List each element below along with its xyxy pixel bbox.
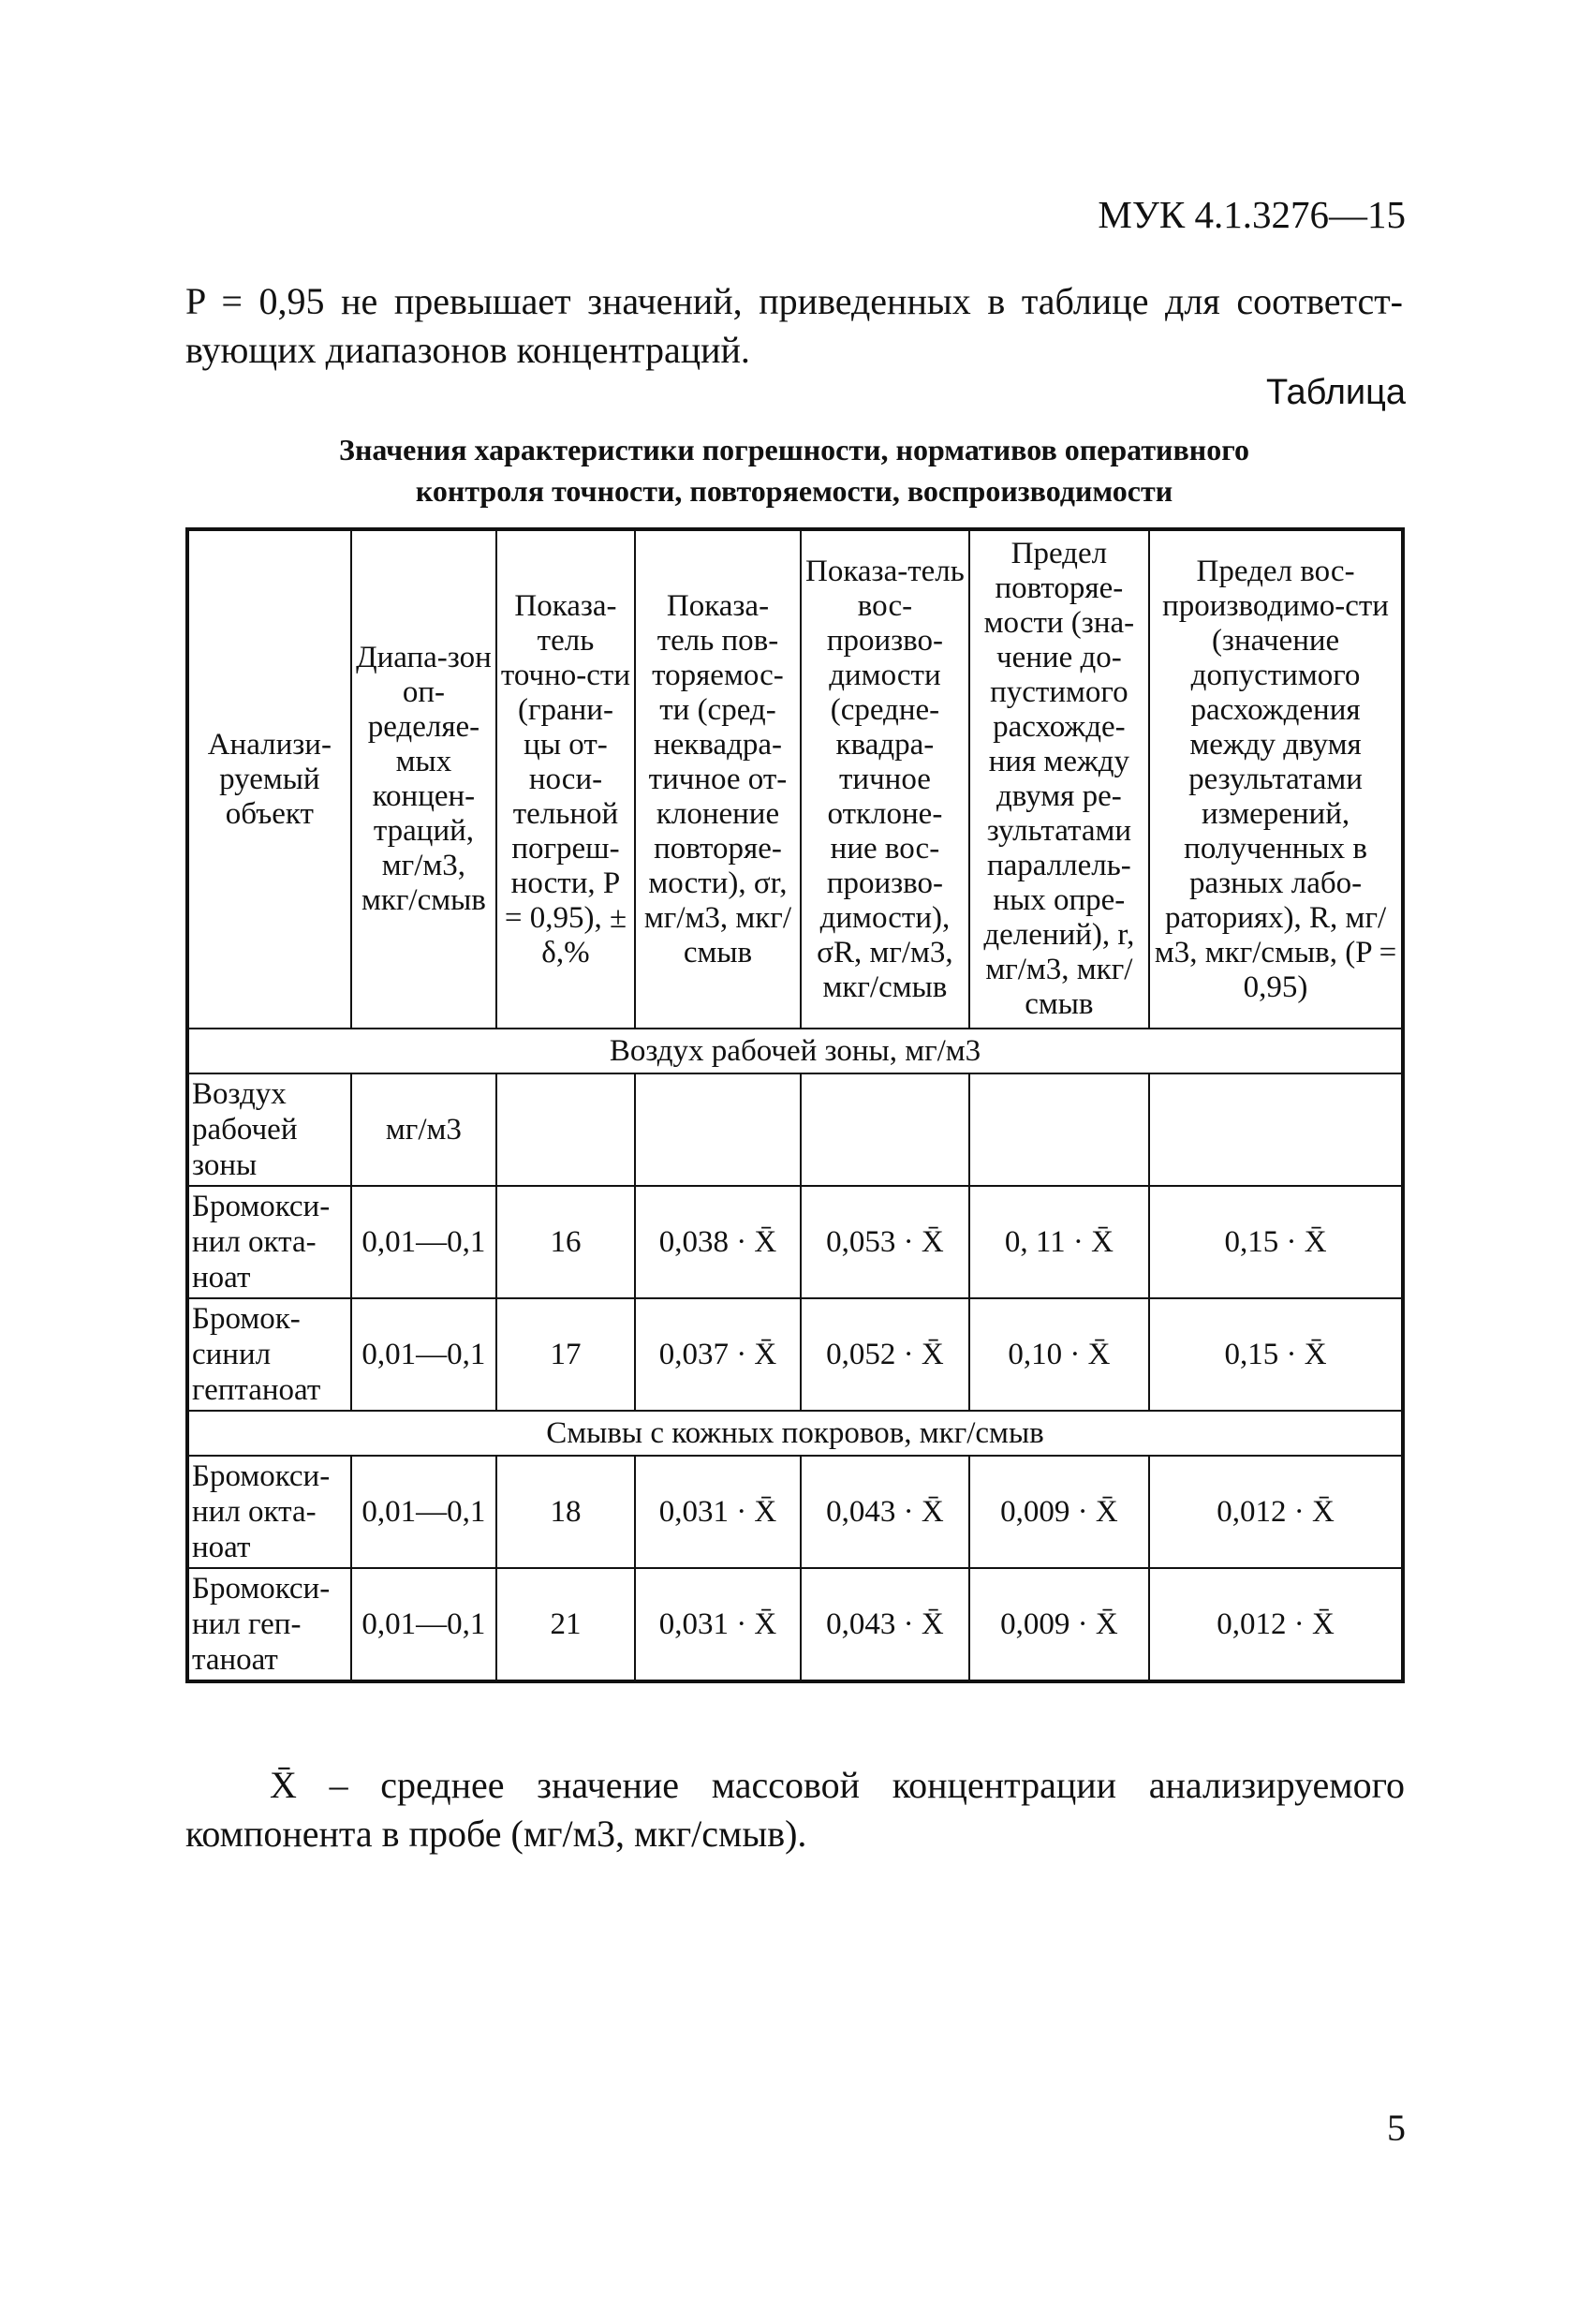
cell-object: Бромокси-нил окта-ноат [187,1186,351,1298]
section-title-skin: Смывы с кожных покровов, мкг/смыв [187,1411,1403,1456]
header-repeatability-sd: Показа-тель пов-торяемос-ти (сред-неквадра-тичное от-клонение повторяе-мости), σr, мг/м3, мкг/смыв [635,529,801,1029]
table-title-line2: контроля точности, повторяемости, воспроизводимости [415,474,1173,508]
cell-object: Бромок-синил гептаноат [187,1298,351,1411]
table-label: Таблица [1266,373,1406,412]
cell-r: 0,10 · X̄ [969,1298,1149,1411]
header-reproducibility-sd: Показа-тель вос-произво-димости (средне-квадра-тичное отклоне-ние вос-произво-димости), σR, мг/м3, мкг/смыв [801,529,968,1029]
cell-R: 0,15 · X̄ [1149,1298,1403,1411]
characteristics-table [185,527,1405,1683]
footnote-line1: X̄ – среднее значение массовой концентрации анализируемого [270,1764,1405,1806]
header-object: Анализи-руемый объект [187,529,351,1029]
cell-R: 0,012 · X̄ [1149,1568,1403,1681]
cell-object: Бромокси-нил геп-таноат [187,1568,351,1681]
header-reproducibility-limit: Предел вос-производимо-сти (значение допустимого расхождения между двумя результатами измерений, полученных в разных лабо-раториях), R, мг/м3, мкг/смыв, (P = 0,95) [1149,529,1403,1029]
cell-r: 0, 11 · X̄ [969,1186,1149,1298]
cell-sigma-R: 0,053 · X̄ [801,1186,968,1298]
cell-accuracy: 17 [496,1298,635,1411]
section-row-air [187,1029,1403,1073]
section-title-air: Воздух рабочей зоны, мг/м3 [187,1029,1403,1073]
cell-r: 0,009 · X̄ [969,1456,1149,1568]
cell-accuracy: 21 [496,1568,635,1681]
cell-r: 0,009 · X̄ [969,1568,1149,1681]
cell-accuracy: 16 [496,1186,635,1298]
cell-range: 0,01—0,1 [351,1186,497,1298]
cell-sigma-r: 0,037 · X̄ [635,1298,801,1411]
cell-sigma-R: 0,052 · X̄ [801,1298,968,1411]
cell-range: 0,01—0,1 [351,1456,497,1568]
header-repeatability-limit: Предел повторяе-мости (зна-чение до-пустимого расхожде-ния между двумя ре-зультатами параллель-ных опре-делений), r, мг/м3, мкг/смыв [969,529,1149,1029]
table-row [187,1186,1403,1298]
table-row [187,1456,1403,1568]
cell-sigma-r: 0,038 · X̄ [635,1186,801,1298]
page-number: 5 [1387,2107,1406,2149]
cell-object: Бромокси-нил окта-ноат [187,1456,351,1568]
cell-sigma-R: 0,043 · X̄ [801,1456,968,1568]
intro-paragraph-line1: P = 0,95 не превышает значений, приведенных в таблице для соответст- [185,280,1403,322]
table-title-line1: Значения характеристики погрешности, нормативов оперативного [339,433,1249,466]
cell-range: 0,01—0,1 [351,1298,497,1411]
subheader-unit: мг/м3 [351,1073,497,1186]
cell-accuracy: 18 [496,1456,635,1568]
intro-paragraph-line2: вующих диапазонов концентраций. [185,329,750,371]
table-header-row [187,529,1403,1029]
cell-sigma-R: 0,043 · X̄ [801,1568,968,1681]
section-row-skin [187,1411,1403,1456]
cell-range: 0,01—0,1 [351,1568,497,1681]
footnote-line2: компонента в пробе (мг/м3, мкг/смыв). [185,1813,807,1855]
subheader-object: Воздух рабочей зоны [187,1073,351,1186]
cell-sigma-r: 0,031 · X̄ [635,1456,801,1568]
header-range: Диапа-зон оп-ределяе-мых концен-траций, мг/м3, мкг/смыв [351,529,497,1029]
cell-sigma-r: 0,031 · X̄ [635,1568,801,1681]
document-code: МУК 4.1.3276—15 [1098,193,1406,236]
table-title [185,429,1403,511]
header-accuracy: Показа-тель точно-сти (грани-цы от-носи-тельной погреш-ности, P = 0,95), ± δ,% [496,529,635,1029]
subheader-row [187,1073,1403,1186]
cell-R: 0,012 · X̄ [1149,1456,1403,1568]
cell-R: 0,15 · X̄ [1149,1186,1403,1298]
table-row [187,1568,1403,1681]
footnote [185,1761,1405,1858]
table-row [187,1298,1403,1411]
